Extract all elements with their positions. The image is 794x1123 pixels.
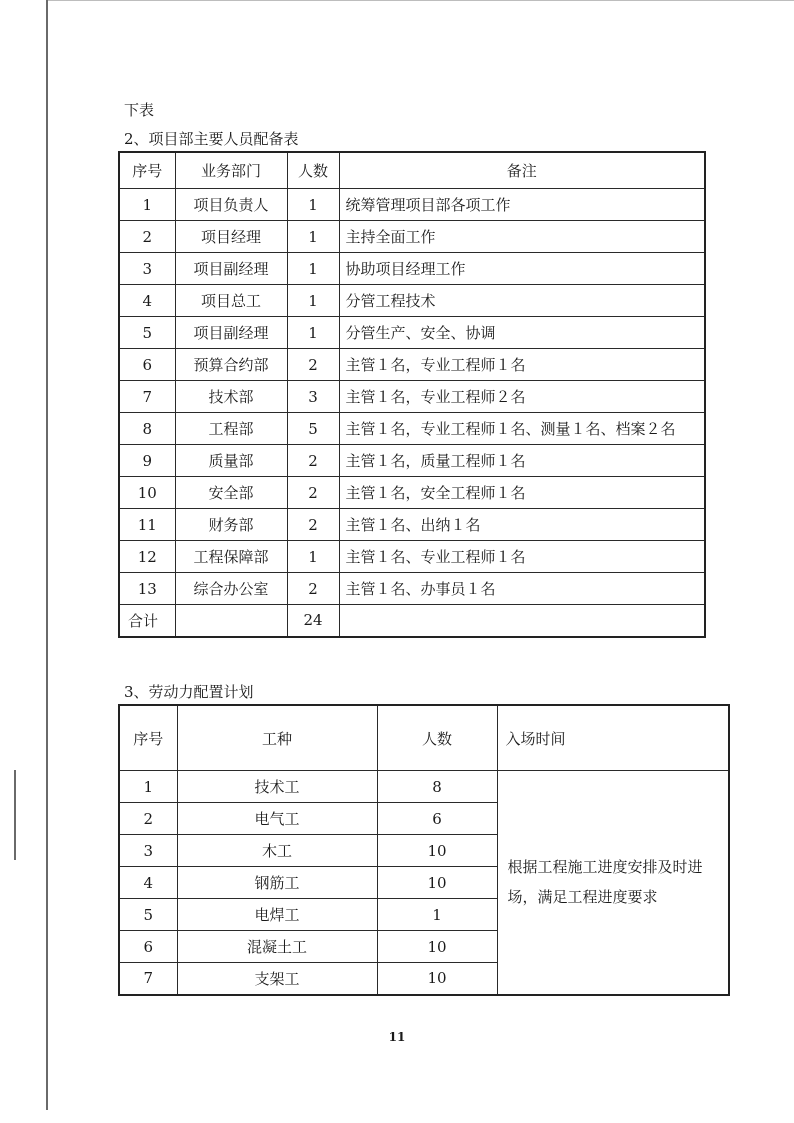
header-trade: 工种 — [177, 705, 377, 771]
section3-title: 3、劳动力配置计划 — [124, 683, 254, 701]
scan-left-mark — [14, 770, 16, 860]
cell-count: 1 — [287, 317, 339, 349]
table-row — [119, 445, 705, 477]
total-count: 24 — [287, 605, 339, 637]
scan-left-edge — [46, 0, 48, 1110]
cell-count: 10 — [377, 835, 497, 867]
table-row — [119, 509, 705, 541]
cell-seq: 10 — [119, 477, 175, 509]
cell-department: 安全部 — [175, 477, 287, 509]
labor-table — [118, 704, 730, 996]
header-department: 业务部门 — [175, 152, 287, 189]
cell-count: 1 — [287, 285, 339, 317]
table-row — [119, 541, 705, 573]
table-row — [119, 189, 705, 221]
cell-seq: 11 — [119, 509, 175, 541]
page-number: 11 — [388, 1030, 406, 1044]
header-count: 人数 — [287, 152, 339, 189]
header-note: 备注 — [339, 152, 705, 189]
cell-seq: 6 — [119, 931, 177, 963]
cell-trade: 混凝土工 — [177, 931, 377, 963]
intro-text: 下表 — [124, 101, 155, 119]
cell-seq: 3 — [119, 835, 177, 867]
total-row — [119, 605, 705, 637]
cell-note: 主管１名，专业工程师２名 — [339, 381, 705, 413]
header-seq: 序号 — [119, 152, 175, 189]
total-department — [175, 605, 287, 637]
cell-seq: 7 — [119, 963, 177, 995]
cell-seq: 13 — [119, 573, 175, 605]
table-row — [119, 573, 705, 605]
cell-seq: 6 — [119, 349, 175, 381]
header-count: 人数 — [377, 705, 497, 771]
cell-department: 预算合约部 — [175, 349, 287, 381]
cell-seq: 2 — [119, 803, 177, 835]
cell-seq: 3 — [119, 253, 175, 285]
cell-count: 8 — [377, 771, 497, 803]
cell-count: 5 — [287, 413, 339, 445]
cell-count: 2 — [287, 477, 339, 509]
cell-department: 工程保障部 — [175, 541, 287, 573]
cell-department: 工程部 — [175, 413, 287, 445]
header-entry-time: 入场时间 — [497, 705, 729, 771]
staff-table-header — [119, 152, 705, 189]
cell-count: 2 — [287, 445, 339, 477]
cell-department: 技术部 — [175, 381, 287, 413]
cell-count: 2 — [287, 509, 339, 541]
cell-department: 项目副经理 — [175, 253, 287, 285]
table-row — [119, 349, 705, 381]
cell-trade: 技术工 — [177, 771, 377, 803]
cell-seq: 1 — [119, 771, 177, 803]
table-row — [119, 285, 705, 317]
cell-seq: 7 — [119, 381, 175, 413]
cell-count: 10 — [377, 931, 497, 963]
cell-note: 主管１名，专业工程师１名、测量１名、档案２名 — [339, 413, 705, 445]
table-row — [119, 771, 729, 803]
cell-count: 10 — [377, 963, 497, 995]
cell-department: 项目负责人 — [175, 189, 287, 221]
entry-time-note: 根据工程施工进度安排及时进场，满足工程进度要求 — [497, 771, 729, 995]
cell-note: 主管１名，专业工程师１名 — [339, 349, 705, 381]
cell-seq: 2 — [119, 221, 175, 253]
cell-count: 1 — [287, 221, 339, 253]
cell-note: 主管１名、专业工程师１名 — [339, 541, 705, 573]
cell-count: 1 — [287, 253, 339, 285]
table-row — [119, 381, 705, 413]
cell-count: 1 — [377, 899, 497, 931]
cell-trade: 电焊工 — [177, 899, 377, 931]
cell-department: 质量部 — [175, 445, 287, 477]
cell-note: 统筹管理项目部各项工作 — [339, 189, 705, 221]
cell-seq: 9 — [119, 445, 175, 477]
table-row — [119, 477, 705, 509]
cell-trade: 电气工 — [177, 803, 377, 835]
table-row — [119, 317, 705, 349]
cell-seq: 4 — [119, 867, 177, 899]
section2-title: 2、项目部主要人员配备表 — [124, 130, 299, 148]
header-seq: 序号 — [119, 705, 177, 771]
cell-note: 分管生产、安全、协调 — [339, 317, 705, 349]
cell-count: 10 — [377, 867, 497, 899]
cell-note: 主管１名，安全工程师１名 — [339, 477, 705, 509]
cell-count: 2 — [287, 573, 339, 605]
total-label: 合计 — [119, 605, 175, 637]
table-row — [119, 253, 705, 285]
cell-note: 主管１名、办事员１名 — [339, 573, 705, 605]
cell-seq: 5 — [119, 899, 177, 931]
cell-count: 3 — [287, 381, 339, 413]
cell-note: 分管工程技术 — [339, 285, 705, 317]
total-note — [339, 605, 705, 637]
cell-count: 1 — [287, 541, 339, 573]
cell-trade: 木工 — [177, 835, 377, 867]
cell-department: 财务部 — [175, 509, 287, 541]
table-row — [119, 221, 705, 253]
scan-top-edge — [48, 0, 794, 1]
cell-note: 主管１名，质量工程师１名 — [339, 445, 705, 477]
labor-table-header — [119, 705, 729, 771]
cell-seq: 8 — [119, 413, 175, 445]
cell-note: 主管１名、出纳１名 — [339, 509, 705, 541]
cell-department: 项目总工 — [175, 285, 287, 317]
table-row — [119, 413, 705, 445]
cell-trade: 支架工 — [177, 963, 377, 995]
cell-department: 项目经理 — [175, 221, 287, 253]
cell-count: 1 — [287, 189, 339, 221]
cell-department: 综合办公室 — [175, 573, 287, 605]
cell-note: 主持全面工作 — [339, 221, 705, 253]
staff-table — [118, 151, 706, 638]
cell-department: 项目副经理 — [175, 317, 287, 349]
cell-seq: 12 — [119, 541, 175, 573]
cell-trade: 钢筋工 — [177, 867, 377, 899]
cell-count: 2 — [287, 349, 339, 381]
cell-seq: 4 — [119, 285, 175, 317]
cell-count: 6 — [377, 803, 497, 835]
cell-seq: 1 — [119, 189, 175, 221]
cell-seq: 5 — [119, 317, 175, 349]
cell-note: 协助项目经理工作 — [339, 253, 705, 285]
